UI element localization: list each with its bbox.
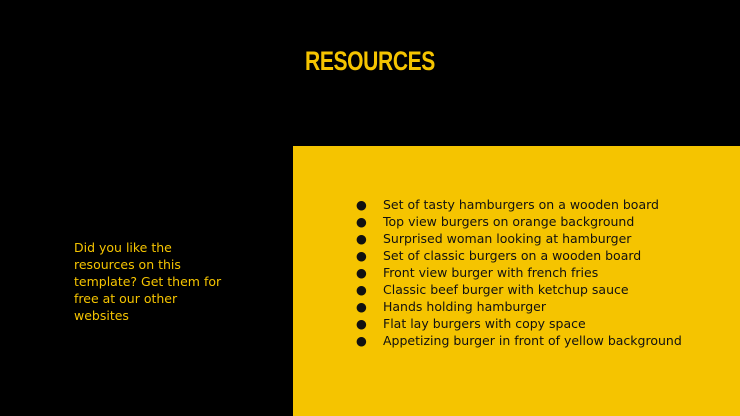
list-item-text: Front view burger with french fries [383, 265, 599, 280]
list-item [356, 213, 696, 230]
list-item [356, 230, 696, 247]
list-item [356, 315, 696, 332]
list-item-text: Surprised woman looking at hamburger [383, 231, 632, 246]
list-item [356, 264, 696, 281]
list-item-text: Appetizing burger in front of yellow background [383, 333, 682, 348]
list-item-text: Set of tasty hamburgers on a wooden board [383, 197, 659, 212]
bullet-icon: ● [356, 214, 367, 229]
list-item [356, 247, 696, 264]
bullet-icon: ● [356, 231, 367, 246]
list-item [356, 196, 696, 213]
bullet-icon: ● [356, 197, 367, 212]
list-item [356, 298, 696, 315]
list-item [356, 281, 696, 298]
list-item-text: Hands holding hamburger [383, 299, 546, 314]
bullet-icon: ● [356, 299, 367, 314]
list-item-text: Top view burgers on orange background [383, 214, 635, 229]
resource-list [356, 196, 696, 349]
bullet-icon: ● [356, 316, 367, 331]
bullet-icon: ● [356, 248, 367, 263]
bullet-icon: ● [356, 282, 367, 297]
list-item-text: Classic beef burger with ketchup sauce [383, 282, 629, 297]
list-item [356, 332, 696, 349]
slide-title: RESOURCES [305, 46, 435, 76]
side-text: Did you like the resources on this template? Get them for free at our other websites [74, 240, 222, 323]
list-item-text: Set of classic burgers on a wooden board [383, 248, 642, 263]
list-item-text: Flat lay burgers with copy space [383, 316, 586, 331]
bullet-icon: ● [356, 265, 367, 280]
bullet-icon: ● [356, 333, 367, 348]
